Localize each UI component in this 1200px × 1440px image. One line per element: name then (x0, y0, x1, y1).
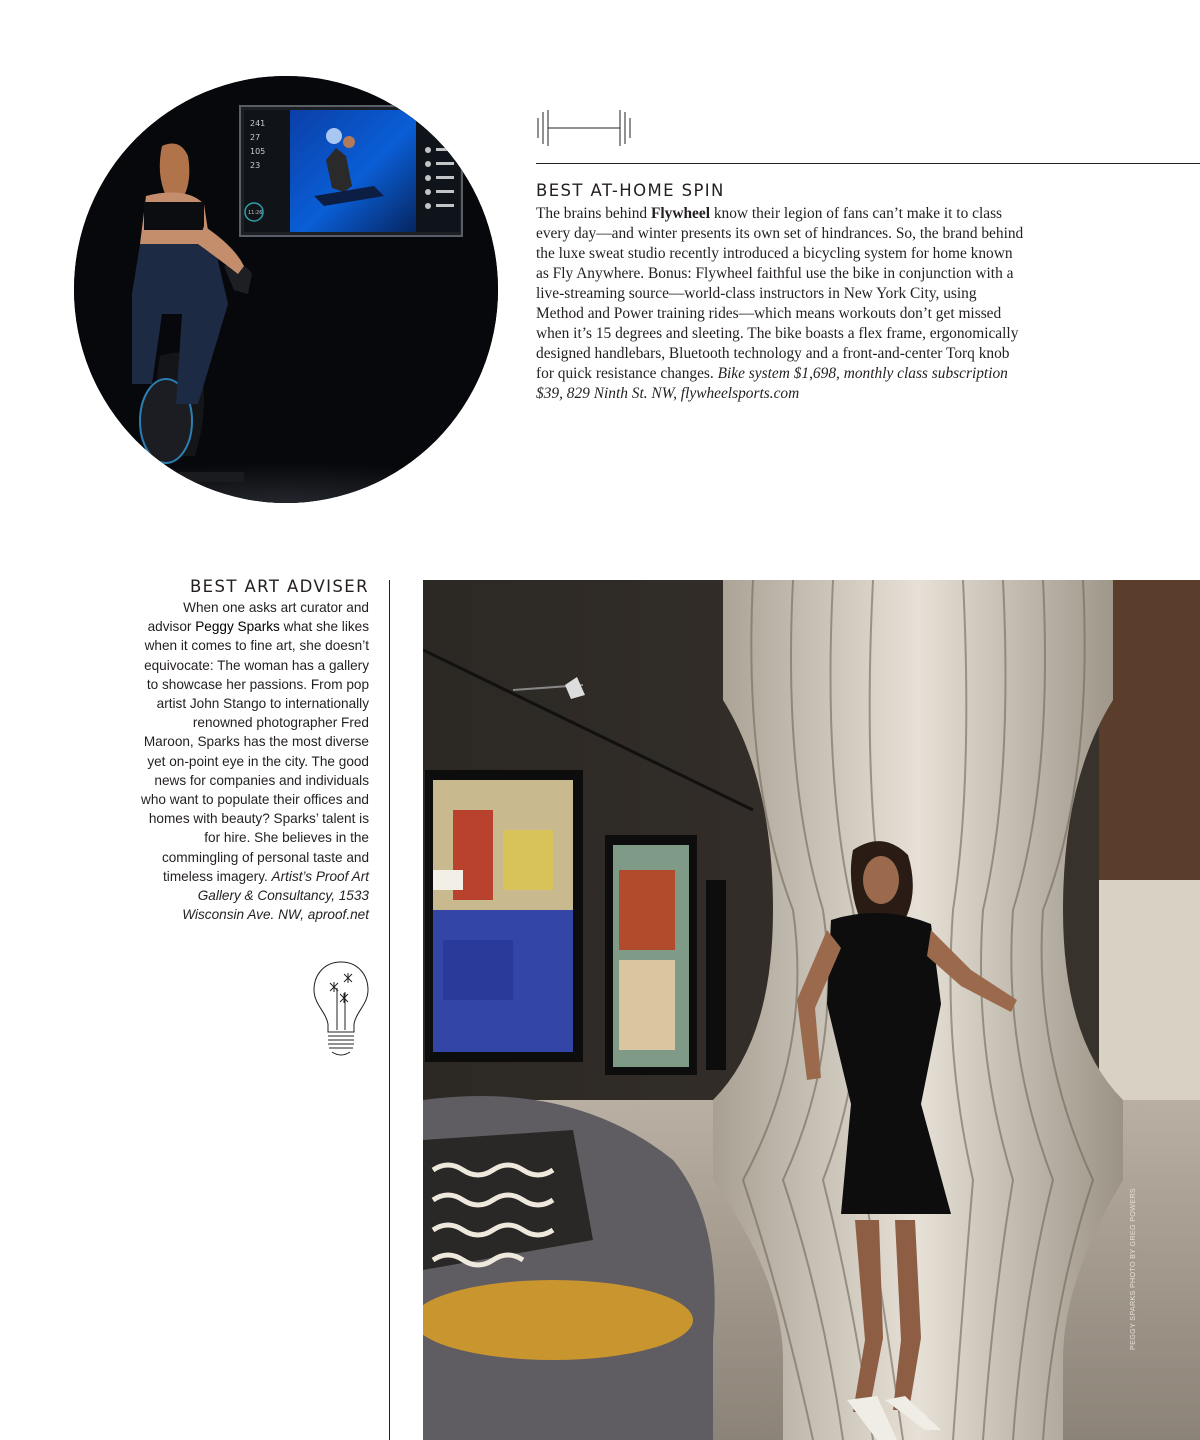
photo-credit: PEGGY SPARKS PHOTO BY GREG POWERS (1128, 1188, 1137, 1350)
spin-article-body (536, 204, 1026, 404)
adviser-intro: When one asks art curator and advisor (147, 600, 369, 635)
art-gallery-photo (423, 580, 1200, 1440)
spin-body-text: know their legion of fans can’t make it to class every day—and winter presents its own set of hindrances. So, the brand behind the luxe sweat studio recently introduced a bicycling system for home known as Fly Anywhere. Bonus: Flywheel faithful use the bike in conjunction with a live-streaming source—world-class instructors in New York City, using Method and Power training rides—which means workouts don’t get missed when it’s 15 degrees and sleeting. The bike boasts a flex frame, ergonomically designed handlebars, Bluetooth technology and a front-and-center Torq knob for quick resistance changes. (536, 205, 1024, 383)
spin-credit: Bike system $1,698, monthly class subscription $39, 829 Ninth St. NW, flywheelsports.com (536, 365, 1008, 403)
adviser-body-text: what she likes when it comes to fine art, she doesn’t equivocate: The woman has a gallery to showcase her passions. From pop artist John Stango to internationally renowned photographer Fred Maroon, Sparks has the most diverse yet on-point eye in the city. The good news for companies and individuals who want to populate their offices and homes with beauty? Sparks’ talent is for hire. She believes in the commingling of personal taste and timeless imagery. (141, 619, 369, 884)
dumbbell-icon (536, 108, 636, 148)
section-divider (536, 163, 1200, 164)
screen-stat-4: 23 (250, 161, 261, 170)
painting-2 (605, 835, 697, 1075)
column-divider (389, 580, 390, 1440)
screen-stat-3: 105 (250, 147, 266, 156)
adviser-article-body (140, 598, 369, 924)
workout-screen (240, 106, 462, 236)
screen-stat-2: 27 (250, 133, 261, 142)
screen-stat-1: 241 (250, 119, 266, 128)
adviser-heading: BEST ART ADVISER (189, 577, 369, 596)
painting-1 (425, 770, 583, 1062)
peggy-sparks-name: Peggy Sparks (195, 619, 280, 635)
spin-photo-illustration (74, 76, 498, 503)
spin-heading: BEST AT-HOME SPIN (536, 181, 725, 200)
screen-timer: 11:26 (248, 210, 263, 216)
spin-intro: The brains behind (536, 205, 651, 222)
flywheel-brand: Flywheel (650, 205, 710, 222)
adviser-credit: Artist’s Proof Art Gallery & Consultancy, 1533 Wisconsin Ave. NW, aproof.net (182, 868, 369, 923)
spin-bike-photo (74, 76, 498, 503)
gallery-photo-illustration (423, 580, 1200, 1440)
lightbulb-icon (310, 958, 372, 1062)
